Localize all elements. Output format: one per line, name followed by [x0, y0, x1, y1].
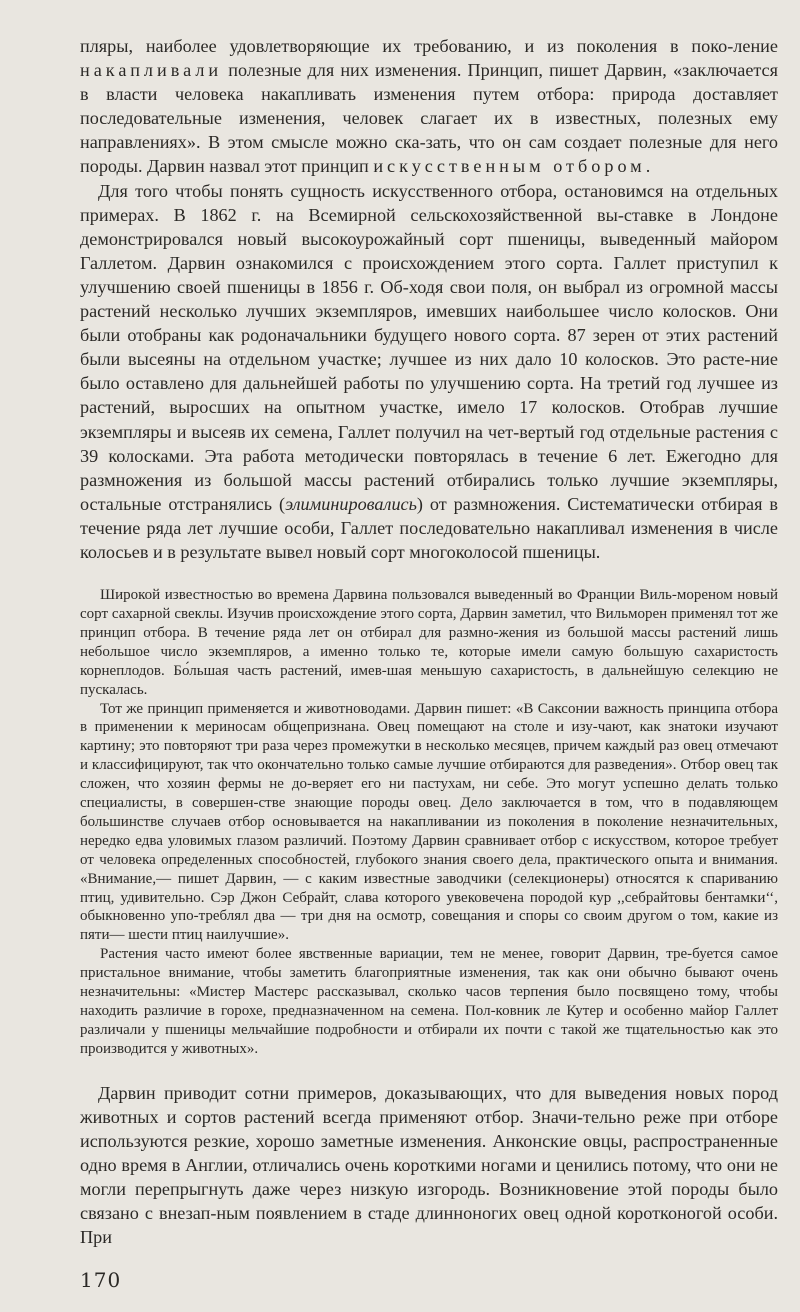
paragraph-2-body: Для того чтобы понять сущность искусственного отбора, остановимся на отдельных примерах. В 1862 г. на Всемирной сельскохозяйственной вы-ставке в Лондоне демонстрировался новый высокоурожайный сорт пшеницы, выведенный майором Галлетом. Дарвин ознакомился с происхождением этого сорта. Галлет приступил к улучшению своей пшеницы в 1856 г. Об-ходя свои поля, он выбрал из огромной массы растений несколько лучших экземпляров, имевших наибольшее число колосков. Они были отобраны как родоначальники будущего нового сорта. 87 зерен от этих растений были высеяны на отдельном участке; лучшее из них дало 10 колосков. Это расте-ние было оставлено для дальнейшей работы по улучшению сорта. На третий год лучшее из растений, выросших на опытном участке, имело 17 колосков. Отобрав лучшие экземпляры и высеяв их семена, Галлет получил на чет-вертый год отдельные растения с 39 колосками. Эта работа методически повторялась в течение 6 лет. Ежегодно для размножения из большой массы растений отбирались только лучшие экземпляры, остальные отстранялись	[80, 180, 778, 514]
paren-open: (	[279, 493, 286, 514]
small-paragraph-3: Растения часто имеют более явственные вариации, тем не менее, говорит Дарвин, тре-буется самое пристальное внимание, чтобы заметить благоприятные изменения, так как они обычно бывают очень незначительны: «Мистер Мастерс рассказывал, сколько часов терпения было посвящено тому, чтобы находить различие в горохе, предназначенном на семена. Пол-ковник ле Кутер и особенно майор Галлет различали у пшеницы мельчайшие подробности и отбирали их почти с такой же тщательностью как это производится у животных».	[80, 946, 778, 1057]
small-paragraph-2: Тот же принцип применяется и животноводами. Дарвин пишет: «В Саксонии важность принципа отбора в применении к мериносам общепризнана. Овец помещают на столе и изу-чают, как знатоки изучают картину; это повторяют три раза через промежутки в несколько месяцев, причем каждый раз овец отмечают и классифицируют, так что окончательно только самые лучшие отбираются для разведения». Отбор овец так сложен, что хозяин фермы не до-веряет его ни пастухам, ни себе. Это могут успешно делать только специалисты, в совершен-стве знающие породы овец. Дело заключается в том, что в подавляющем большинстве случаев отбор основывается на накапливании из поколения в поколение незначительных, нередко едва уловимых глазом различий. Поэтому Дарвин сравнивает отбор с искусством, которое требует от человека определенных способностей, глубокого знания своего дела, практического опыта и внимания. «Внимание,— пишет Дарвин, — с каким известные заводчики (селекционеры) относятся к спариванию птиц, удивительно. Сэр Джон Себрайт, слава которого увековечена породой кур ,,себрайтовы бентамки‘‘, обыкновенно упо-треблял два — три дня на осмотр, совещания и споры со своим другом о том, какие из пяти— шести птиц наилучшие».	[80, 700, 778, 944]
paragraph-1-part-1: пляры, наиболее удовлетворяющие их требованию, и из поколения в поко-ление	[80, 36, 778, 56]
main-text-top	[80, 34, 778, 564]
paragraph-2	[80, 179, 778, 565]
main-text-bottom	[80, 1081, 778, 1250]
small-print-section	[80, 586, 778, 1059]
paragraph-3: Дарвин приводит сотни примеров, доказывающих, что для выведения новых пород животных и сортов растений всегда применяют отбор. Значи-тельно реже при отборе используются резкие, хорошо заметные изменения. Анконские овцы, распространенные одно время в Англии, отличались очень короткими ногами и ценились потому, что они не могли перепрыгнуть даже через низкую изгородь. Возникновение этой породы было связано с внезап-ным появлением в стаде длинноногих овец одной коротконогой особи. При	[80, 1082, 778, 1248]
small-paragraph-1: Широкой известностью во времена Дарвина пользовался выведенный во Франции Виль-мореном новый сорт сахарной свеклы. Изучив происхождение этого сорта, Дарвин заметил, что Вильморен применял тот же принцип отбора. В течение ряда лет он отбирал для размно-жения из большой массы растений лишь небольшое число экземпляров, а именно только те, которые имели самую большую сахаристость корнеплодов. Бо́льшая часть растений, имев-шая меньшую сахаристость, в дальнейшую селекцию не пускалась.	[80, 587, 778, 698]
emphasis-artificial-selection: искусственным отбором.	[373, 156, 655, 177]
paragraph-1	[80, 34, 778, 179]
page-number: 170	[80, 1268, 122, 1292]
emphasis-accumulated: накапливали	[80, 60, 223, 81]
paragraph-2-end: ) от размножения. Систематически отбирая в течение ряда лет лучшие особи, Галлет последовательно накапливал изменения в числе колосьев и в результате вывел новый сорт многоколосой пшеницы.	[80, 493, 778, 562]
emphasis-eliminated: элиминировались	[285, 493, 417, 514]
paragraph-1-part-2: полезные для них изменения. Принцип, пишет Дарвин, «заключается в власти человека накапливать изменения путем отбора: природа доставляет последовательные изменения, человек слагает их в известных, полезных ему направлениях». В этом смысле можно ска-зать, что он сам создает полезные для него породы. Дарвин назвал этот принцип	[80, 60, 778, 177]
